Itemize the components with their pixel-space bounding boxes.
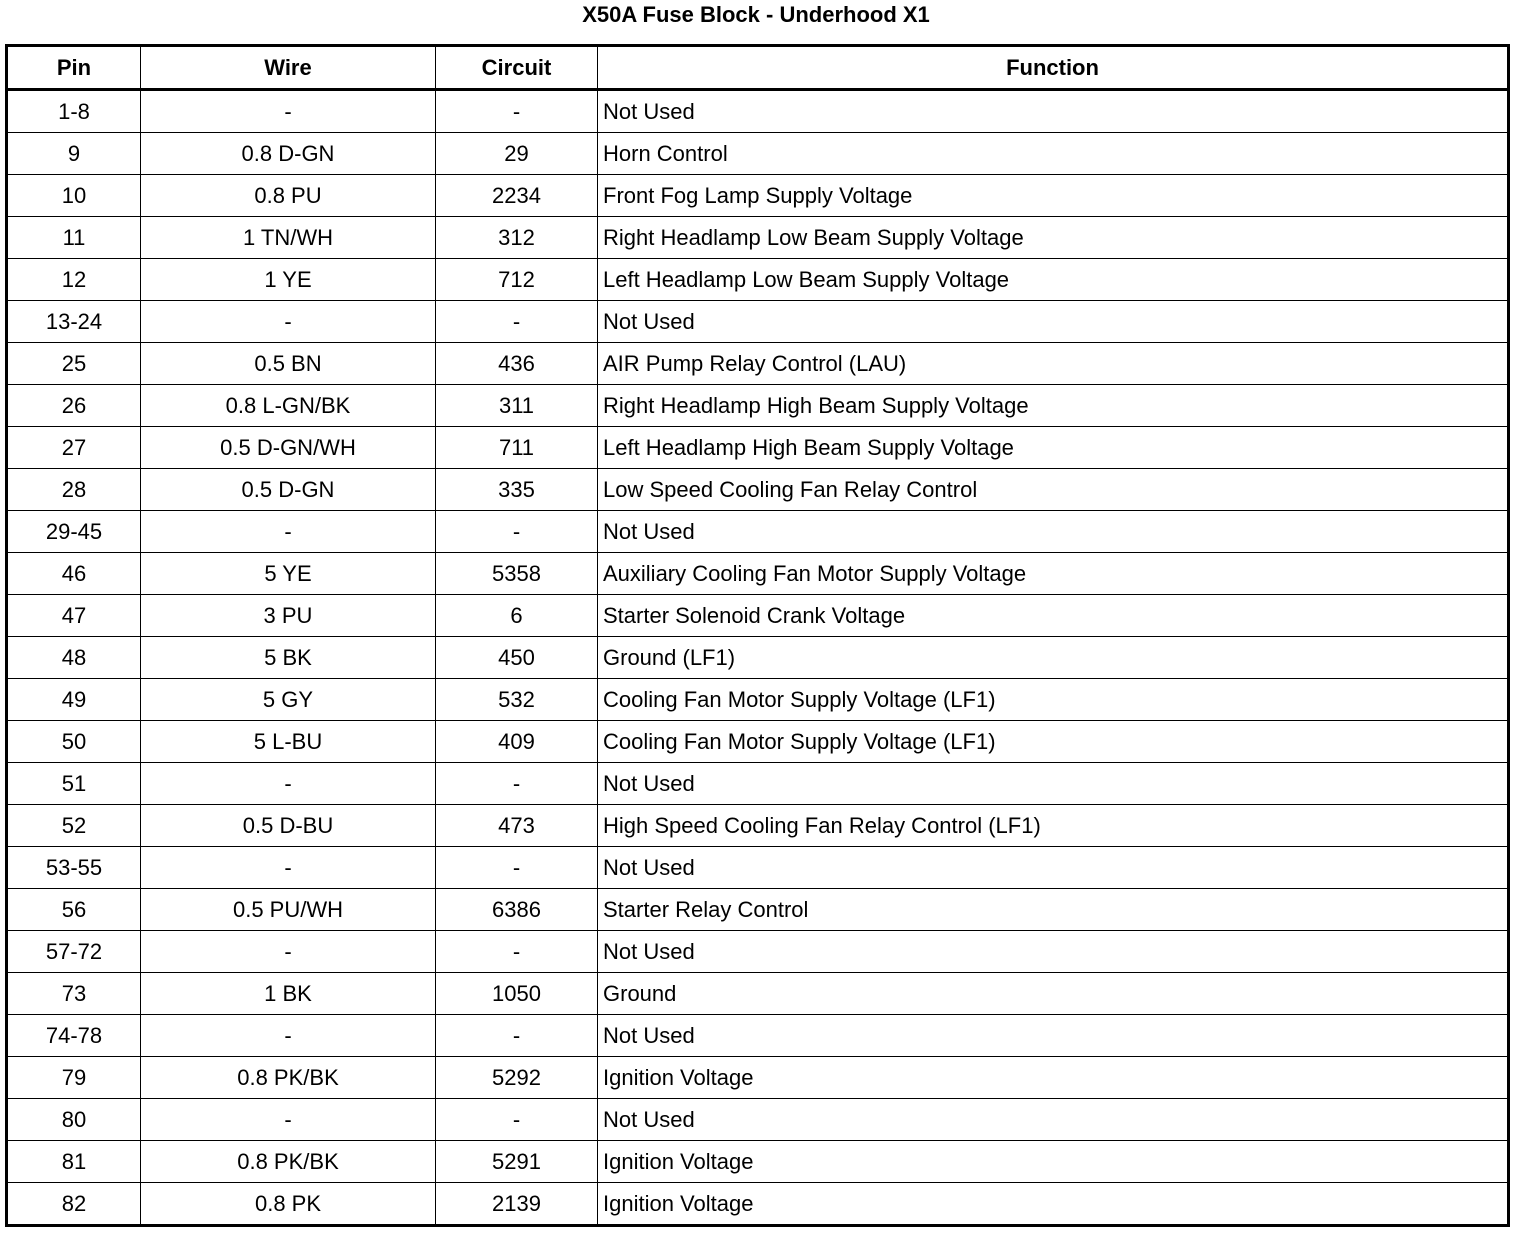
wire-cell: 1 YE bbox=[141, 259, 436, 301]
circuit-cell: 312 bbox=[436, 217, 598, 259]
pin-cell: 49 bbox=[7, 679, 141, 721]
pin-cell: 51 bbox=[7, 763, 141, 805]
table-row bbox=[7, 1141, 1509, 1183]
circuit-cell: 311 bbox=[436, 385, 598, 427]
table-row bbox=[7, 343, 1509, 385]
function-cell: Right Headlamp Low Beam Supply Voltage bbox=[598, 217, 1509, 259]
wire-cell: - bbox=[141, 763, 436, 805]
function-cell: AIR Pump Relay Control (LAU) bbox=[598, 343, 1509, 385]
function-cell: Cooling Fan Motor Supply Voltage (LF1) bbox=[598, 679, 1509, 721]
table-header bbox=[7, 46, 1509, 90]
function-cell: Ignition Voltage bbox=[598, 1057, 1509, 1099]
wire-cell: - bbox=[141, 847, 436, 889]
function-cell: Not Used bbox=[598, 301, 1509, 343]
table-row bbox=[7, 973, 1509, 1015]
circuit-cell: 712 bbox=[436, 259, 598, 301]
wire-cell: 1 TN/WH bbox=[141, 217, 436, 259]
table-row bbox=[7, 805, 1509, 847]
wire-cell: 3 PU bbox=[141, 595, 436, 637]
circuit-cell: - bbox=[436, 511, 598, 553]
wire-cell: 5 YE bbox=[141, 553, 436, 595]
table-body bbox=[7, 90, 1509, 1226]
circuit-cell: 5292 bbox=[436, 1057, 598, 1099]
table-row bbox=[7, 553, 1509, 595]
pin-cell: 80 bbox=[7, 1099, 141, 1141]
wire-cell: 0.5 D-GN bbox=[141, 469, 436, 511]
function-cell: Not Used bbox=[598, 1015, 1509, 1057]
table-row bbox=[7, 427, 1509, 469]
function-cell: Ignition Voltage bbox=[598, 1141, 1509, 1183]
table-row bbox=[7, 1057, 1509, 1099]
circuit-cell: 6386 bbox=[436, 889, 598, 931]
circuit-cell: 29 bbox=[436, 133, 598, 175]
wire-cell: 0.5 D-GN/WH bbox=[141, 427, 436, 469]
pin-cell: 26 bbox=[7, 385, 141, 427]
pin-cell: 82 bbox=[7, 1183, 141, 1226]
function-cell: Not Used bbox=[598, 511, 1509, 553]
pin-cell: 53-55 bbox=[7, 847, 141, 889]
header-wire: Wire bbox=[141, 46, 436, 90]
wire-cell: - bbox=[141, 301, 436, 343]
function-cell: Not Used bbox=[598, 1099, 1509, 1141]
circuit-cell: - bbox=[436, 847, 598, 889]
pin-cell: 10 bbox=[7, 175, 141, 217]
function-cell: Horn Control bbox=[598, 133, 1509, 175]
circuit-cell: 711 bbox=[436, 427, 598, 469]
function-cell: Right Headlamp High Beam Supply Voltage bbox=[598, 385, 1509, 427]
pin-cell: 27 bbox=[7, 427, 141, 469]
pin-cell: 74-78 bbox=[7, 1015, 141, 1057]
pin-cell: 48 bbox=[7, 637, 141, 679]
wire-cell: 0.8 PU bbox=[141, 175, 436, 217]
pin-cell: 73 bbox=[7, 973, 141, 1015]
table-row bbox=[7, 931, 1509, 973]
table-row bbox=[7, 1099, 1509, 1141]
pin-cell: 81 bbox=[7, 1141, 141, 1183]
pin-cell: 50 bbox=[7, 721, 141, 763]
table-row bbox=[7, 217, 1509, 259]
circuit-cell: 450 bbox=[436, 637, 598, 679]
function-cell: Not Used bbox=[598, 763, 1509, 805]
table-row bbox=[7, 175, 1509, 217]
header-circuit: Circuit bbox=[436, 46, 598, 90]
circuit-cell: - bbox=[436, 301, 598, 343]
pin-cell: 46 bbox=[7, 553, 141, 595]
table-row bbox=[7, 301, 1509, 343]
circuit-cell: 6 bbox=[436, 595, 598, 637]
circuit-cell: 436 bbox=[436, 343, 598, 385]
pin-cell: 52 bbox=[7, 805, 141, 847]
wire-cell: 0.5 PU/WH bbox=[141, 889, 436, 931]
pin-cell: 25 bbox=[7, 343, 141, 385]
pin-cell: 11 bbox=[7, 217, 141, 259]
pin-cell: 13-24 bbox=[7, 301, 141, 343]
table-row bbox=[7, 1183, 1509, 1226]
header-function: Function bbox=[598, 46, 1509, 90]
circuit-cell: 409 bbox=[436, 721, 598, 763]
table-row bbox=[7, 469, 1509, 511]
table-row bbox=[7, 847, 1509, 889]
circuit-cell: - bbox=[436, 763, 598, 805]
wire-cell: 0.8 D-GN bbox=[141, 133, 436, 175]
function-cell: Not Used bbox=[598, 931, 1509, 973]
wire-cell: 1 BK bbox=[141, 973, 436, 1015]
wire-cell: 5 BK bbox=[141, 637, 436, 679]
wire-cell: - bbox=[141, 931, 436, 973]
function-cell: Auxiliary Cooling Fan Motor Supply Voltage bbox=[598, 553, 1509, 595]
header-pin: Pin bbox=[7, 46, 141, 90]
pin-cell: 56 bbox=[7, 889, 141, 931]
pin-cell: 57-72 bbox=[7, 931, 141, 973]
pinout-table bbox=[5, 44, 1510, 1227]
pin-cell: 12 bbox=[7, 259, 141, 301]
circuit-cell: 5291 bbox=[436, 1141, 598, 1183]
function-cell: Low Speed Cooling Fan Relay Control bbox=[598, 469, 1509, 511]
function-cell: Left Headlamp High Beam Supply Voltage bbox=[598, 427, 1509, 469]
circuit-cell: 2139 bbox=[436, 1183, 598, 1226]
wire-cell: - bbox=[141, 1099, 436, 1141]
table-row bbox=[7, 133, 1509, 175]
circuit-cell: 335 bbox=[436, 469, 598, 511]
circuit-cell: 5358 bbox=[436, 553, 598, 595]
wire-cell: - bbox=[141, 90, 436, 133]
wire-cell: 0.8 PK/BK bbox=[141, 1141, 436, 1183]
function-cell: Ground bbox=[598, 973, 1509, 1015]
table-title: X50A Fuse Block - Underhood X1 bbox=[582, 2, 930, 27]
header-row bbox=[7, 46, 1509, 90]
wire-cell: 0.5 D-BU bbox=[141, 805, 436, 847]
function-cell: Starter Relay Control bbox=[598, 889, 1509, 931]
wire-cell: 0.8 PK bbox=[141, 1183, 436, 1226]
function-cell: High Speed Cooling Fan Relay Control (LF1) bbox=[598, 805, 1509, 847]
function-cell: Front Fog Lamp Supply Voltage bbox=[598, 175, 1509, 217]
table-row bbox=[7, 511, 1509, 553]
function-cell: Not Used bbox=[598, 847, 1509, 889]
function-cell: Starter Solenoid Crank Voltage bbox=[598, 595, 1509, 637]
pin-cell: 28 bbox=[7, 469, 141, 511]
table-row bbox=[7, 637, 1509, 679]
pin-cell: 47 bbox=[7, 595, 141, 637]
pin-cell: 29-45 bbox=[7, 511, 141, 553]
function-cell: Ignition Voltage bbox=[598, 1183, 1509, 1226]
table-row bbox=[7, 259, 1509, 301]
table-row bbox=[7, 721, 1509, 763]
pin-cell: 79 bbox=[7, 1057, 141, 1099]
wire-cell: - bbox=[141, 511, 436, 553]
wire-cell: - bbox=[141, 1015, 436, 1057]
pin-cell: 9 bbox=[7, 133, 141, 175]
circuit-cell: 532 bbox=[436, 679, 598, 721]
circuit-cell: 1050 bbox=[436, 973, 598, 1015]
wire-cell: 0.8 PK/BK bbox=[141, 1057, 436, 1099]
circuit-cell: - bbox=[436, 1015, 598, 1057]
table-row bbox=[7, 889, 1509, 931]
table-row bbox=[7, 385, 1509, 427]
function-cell: Cooling Fan Motor Supply Voltage (LF1) bbox=[598, 721, 1509, 763]
circuit-cell: - bbox=[436, 90, 598, 133]
table-row bbox=[7, 679, 1509, 721]
function-cell: Left Headlamp Low Beam Supply Voltage bbox=[598, 259, 1509, 301]
circuit-cell: - bbox=[436, 1099, 598, 1141]
table-row bbox=[7, 1015, 1509, 1057]
wire-cell: 5 L-BU bbox=[141, 721, 436, 763]
function-cell: Not Used bbox=[598, 90, 1509, 133]
pin-cell: 1-8 bbox=[7, 90, 141, 133]
wire-cell: 0.8 L-GN/BK bbox=[141, 385, 436, 427]
function-cell: Ground (LF1) bbox=[598, 637, 1509, 679]
table-row bbox=[7, 90, 1509, 133]
circuit-cell: 2234 bbox=[436, 175, 598, 217]
table-row bbox=[7, 595, 1509, 637]
circuit-cell: - bbox=[436, 931, 598, 973]
wire-cell: 5 GY bbox=[141, 679, 436, 721]
wire-cell: 0.5 BN bbox=[141, 343, 436, 385]
circuit-cell: 473 bbox=[436, 805, 598, 847]
table-row bbox=[7, 763, 1509, 805]
